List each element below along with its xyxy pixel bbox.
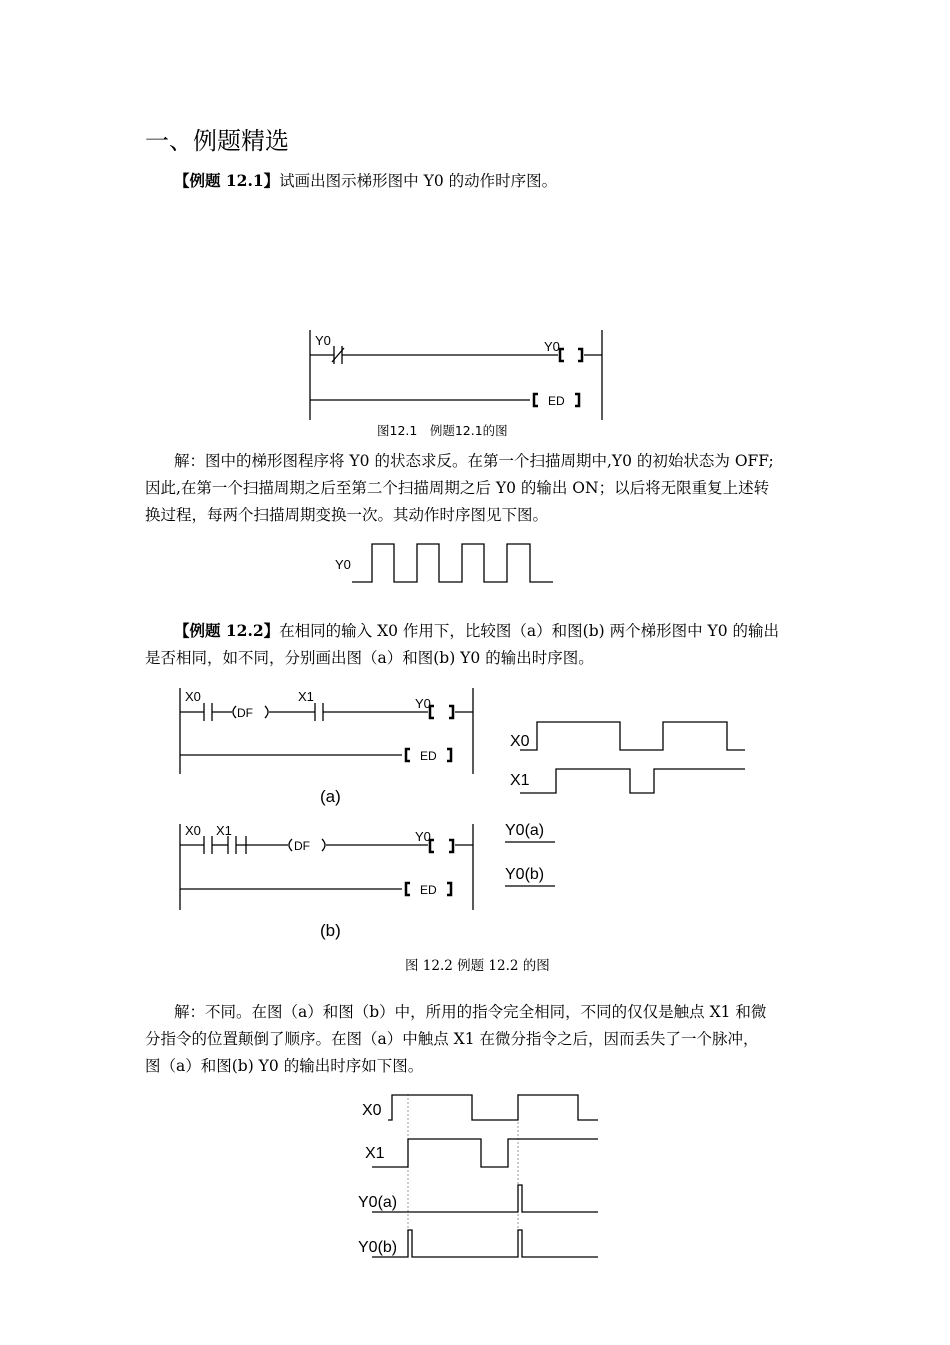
timing-diagram-12-1	[330, 535, 560, 595]
solution-12-2	[145, 999, 815, 1080]
solution-line: 分指令的位置颠倒了顺序。在图（a）中触点 X1 在微分指令之后，因而丢失了一个脉冲，	[145, 1030, 759, 1048]
x1-waveform	[520, 769, 745, 793]
x0-label: X0	[185, 823, 201, 838]
y0a-label: Y0(a)	[505, 822, 545, 839]
x1-label: X1	[510, 772, 530, 789]
ladder-diagram-12-1	[300, 325, 620, 425]
y0a-waveform	[372, 1185, 598, 1212]
coil-label: Y0	[415, 829, 431, 844]
diagram-a-label: (a)	[320, 787, 341, 806]
contact-label: Y0	[315, 333, 331, 348]
timing-diagram-12-2-question	[500, 712, 760, 897]
y0b-waveform	[372, 1230, 598, 1257]
df-label: DF	[237, 706, 253, 720]
question-text: 是否相同，如不同，分别画出图（a）和图(b) Y0 的输出时序图。	[145, 649, 594, 667]
solution-line: 图（a）和图(b) Y0 的输出时序如下图。	[145, 1057, 424, 1075]
y0-waveform	[352, 544, 553, 582]
ladder-diagram-b	[170, 818, 490, 946]
question-text: 在相同的输入 X0 作用下，比较图（a）和图(b) 两个梯形图中 Y0 的输出	[279, 622, 780, 640]
x0-label: X0	[362, 1102, 382, 1119]
df-label: DF	[294, 839, 310, 853]
example-12-2-question	[145, 617, 815, 672]
x1-label: X1	[216, 823, 232, 838]
x1-label: X1	[298, 689, 314, 704]
y0b-label: Y0(b)	[358, 1239, 398, 1256]
x0-waveform	[520, 722, 745, 750]
end-label: ED	[420, 749, 437, 763]
y0a-label: Y0(a)	[358, 1194, 398, 1211]
solution-line: 解：不同。在图（a）和图（b）中，所用的指令完全相同，不同的仅仅是触点 X1 和微	[174, 1003, 767, 1021]
section-title: 一、例题精选	[145, 127, 289, 155]
example-label: 【例题 12.2】	[174, 621, 280, 640]
timing-diagram-12-2-answer	[350, 1088, 610, 1268]
x1-waveform	[372, 1139, 598, 1167]
solution-line: 因此,在第一个扫描周期之后至第二个扫描周期之后 Y0 的输出 ON；以后将无限重复上述转	[145, 479, 770, 497]
end-label: ED	[420, 883, 437, 897]
solution-line: 换过程，每两个扫描周期变换一次。其动作时序图见下图。	[145, 506, 549, 524]
example-12-1-question	[174, 167, 557, 195]
x0-label: X0	[510, 733, 530, 750]
timing-label: Y0	[335, 557, 351, 572]
question-text: 试画出图示梯形图中 Y0 的动作时序图。	[279, 172, 558, 190]
ladder-diagram-a	[170, 682, 490, 812]
figure-12-2-caption: 图 12.2 例题 12.2 的图	[405, 958, 550, 974]
coil-label: Y0	[544, 339, 560, 354]
x0-label: X0	[185, 689, 201, 704]
end-label: ED	[548, 394, 565, 408]
solution-12-1	[145, 448, 815, 529]
x0-waveform	[388, 1095, 598, 1120]
solution-line: 解：图中的梯形图程序将 Y0 的状态求反。在第一个扫描周期中,Y0 的初始状态为 OFF;	[174, 452, 774, 470]
diagram-b-label: (b)	[320, 921, 341, 940]
figure-12-1-caption: 图12.1 例题12.1的图	[377, 423, 508, 438]
x1-label: X1	[365, 1145, 385, 1162]
y0b-label: Y0(b)	[505, 866, 545, 883]
coil-label: Y0	[415, 696, 431, 711]
example-label: 【例题 12.1】	[174, 171, 280, 190]
